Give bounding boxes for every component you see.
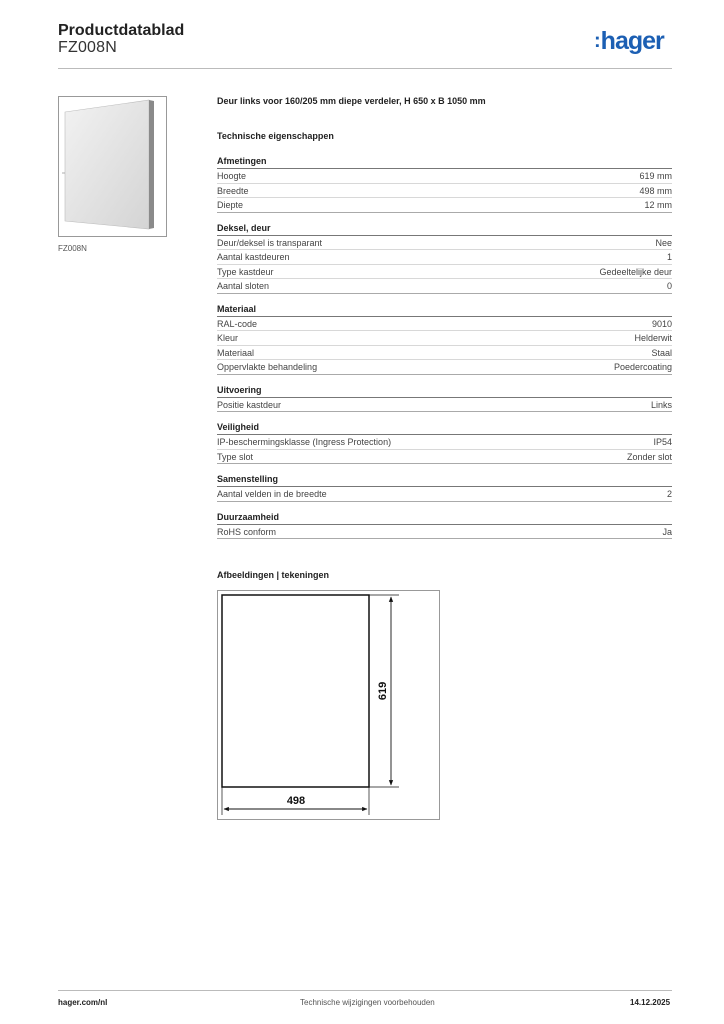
spec-label: RAL-code xyxy=(217,318,258,329)
hager-logo[interactable] xyxy=(594,27,664,56)
spec-group-veiligheid xyxy=(217,421,672,464)
spec-row xyxy=(217,435,672,450)
spec-label: Positie kastdeur xyxy=(217,399,282,410)
spec-group-deksel-deur xyxy=(217,222,672,294)
spec-row xyxy=(217,487,672,502)
footer-disclaimer: Technische wijzigingen voorbehouden xyxy=(300,998,435,1007)
spec-group-title: Duurzaamheid xyxy=(217,511,672,525)
spec-value: Helderwit xyxy=(634,333,672,343)
product-description: Deur links voor 160/205 mm diepe verdeler, H 650 x B 1050 mm xyxy=(217,96,486,106)
spec-row xyxy=(217,317,672,332)
spec-label: Aantal kastdeuren xyxy=(217,252,290,262)
spec-value: 619 mm xyxy=(639,171,672,181)
spec-label: Kleur xyxy=(217,333,239,343)
spec-group-uitvoering xyxy=(217,384,672,413)
logo-dots-icon: : xyxy=(594,30,600,52)
spec-row xyxy=(217,198,672,213)
spec-label: Aantal velden in de breedte xyxy=(217,489,327,499)
spec-group-afmetingen xyxy=(217,155,672,213)
spec-label: IP-beschermingsklasse (Ingress Protection) xyxy=(217,437,392,447)
spec-value: IP54 xyxy=(653,437,672,447)
width-dimension-label: 498 xyxy=(286,795,306,807)
spec-group-samenstelling xyxy=(217,473,672,502)
spec-value: Staal xyxy=(651,347,672,358)
tech-properties-heading: Technische eigenschappen xyxy=(217,131,334,141)
page-title: Productdatablad xyxy=(58,22,185,39)
spec-label: Breedte xyxy=(217,185,249,196)
spec-row xyxy=(217,346,672,361)
spec-value: Links xyxy=(650,399,672,410)
product-code: FZ008N xyxy=(58,39,117,56)
spec-row xyxy=(217,331,672,346)
spec-value: Ja xyxy=(662,526,672,537)
spec-value: Gedeeltelijke deur xyxy=(599,266,672,277)
spec-row xyxy=(217,169,672,184)
header-divider xyxy=(58,68,672,69)
spec-label: Hoogte xyxy=(217,171,247,181)
spec-label: Aantal sloten xyxy=(217,281,270,291)
spec-group-title: Uitvoering xyxy=(217,384,672,398)
spec-label: RoHS conform xyxy=(217,526,277,537)
spec-label: Type kastdeur xyxy=(217,266,274,277)
spec-value: Poedercoating xyxy=(613,362,672,372)
spec-group-title: Materiaal xyxy=(217,303,672,317)
image-caption: FZ008N xyxy=(58,244,87,253)
spec-table xyxy=(217,155,672,548)
spec-value: 9010 xyxy=(651,318,672,329)
spec-row xyxy=(217,184,672,199)
footer-website-link[interactable]: hager.com/nl xyxy=(58,998,108,1007)
spec-group-title: Veiligheid xyxy=(217,421,672,435)
height-dimension-label: 619 xyxy=(377,681,389,701)
spec-row xyxy=(217,525,672,540)
spec-row xyxy=(217,398,672,413)
spec-group-title: Afmetingen xyxy=(217,155,672,169)
spec-group-title: Deksel, deur xyxy=(217,222,672,236)
door-outline xyxy=(222,595,369,787)
spec-value: Zonder slot xyxy=(626,451,672,462)
footer-divider xyxy=(58,990,672,991)
spec-row xyxy=(217,279,672,294)
spec-label: Diepte xyxy=(217,200,244,210)
spec-label: Oppervlakte behandeling xyxy=(217,362,318,372)
spec-label: Materiaal xyxy=(217,347,255,358)
spec-value: Nee xyxy=(655,237,672,248)
spec-row xyxy=(217,236,672,251)
drawings-heading: Afbeeldingen | tekeningen xyxy=(217,570,330,580)
spec-value: 2 xyxy=(666,489,672,499)
spec-label: Type slot xyxy=(217,451,254,462)
product-image xyxy=(58,96,167,237)
footer-date: 14.12.2025 xyxy=(630,998,671,1007)
logo-text: hager xyxy=(600,27,664,55)
spec-row xyxy=(217,360,672,375)
spec-group-duurzaamheid xyxy=(217,511,672,540)
spec-label: Deur/deksel is transparant xyxy=(217,237,323,248)
spec-row xyxy=(217,250,672,265)
spec-value: 498 mm xyxy=(639,185,672,196)
spec-row xyxy=(217,265,672,280)
spec-row xyxy=(217,450,672,465)
spec-value: 12 mm xyxy=(644,200,672,210)
spec-group-title: Samenstelling xyxy=(217,473,672,487)
spec-group-materiaal xyxy=(217,303,672,375)
spec-value: 0 xyxy=(666,281,672,291)
spec-value: 1 xyxy=(666,252,672,262)
technical-drawing xyxy=(217,590,440,820)
